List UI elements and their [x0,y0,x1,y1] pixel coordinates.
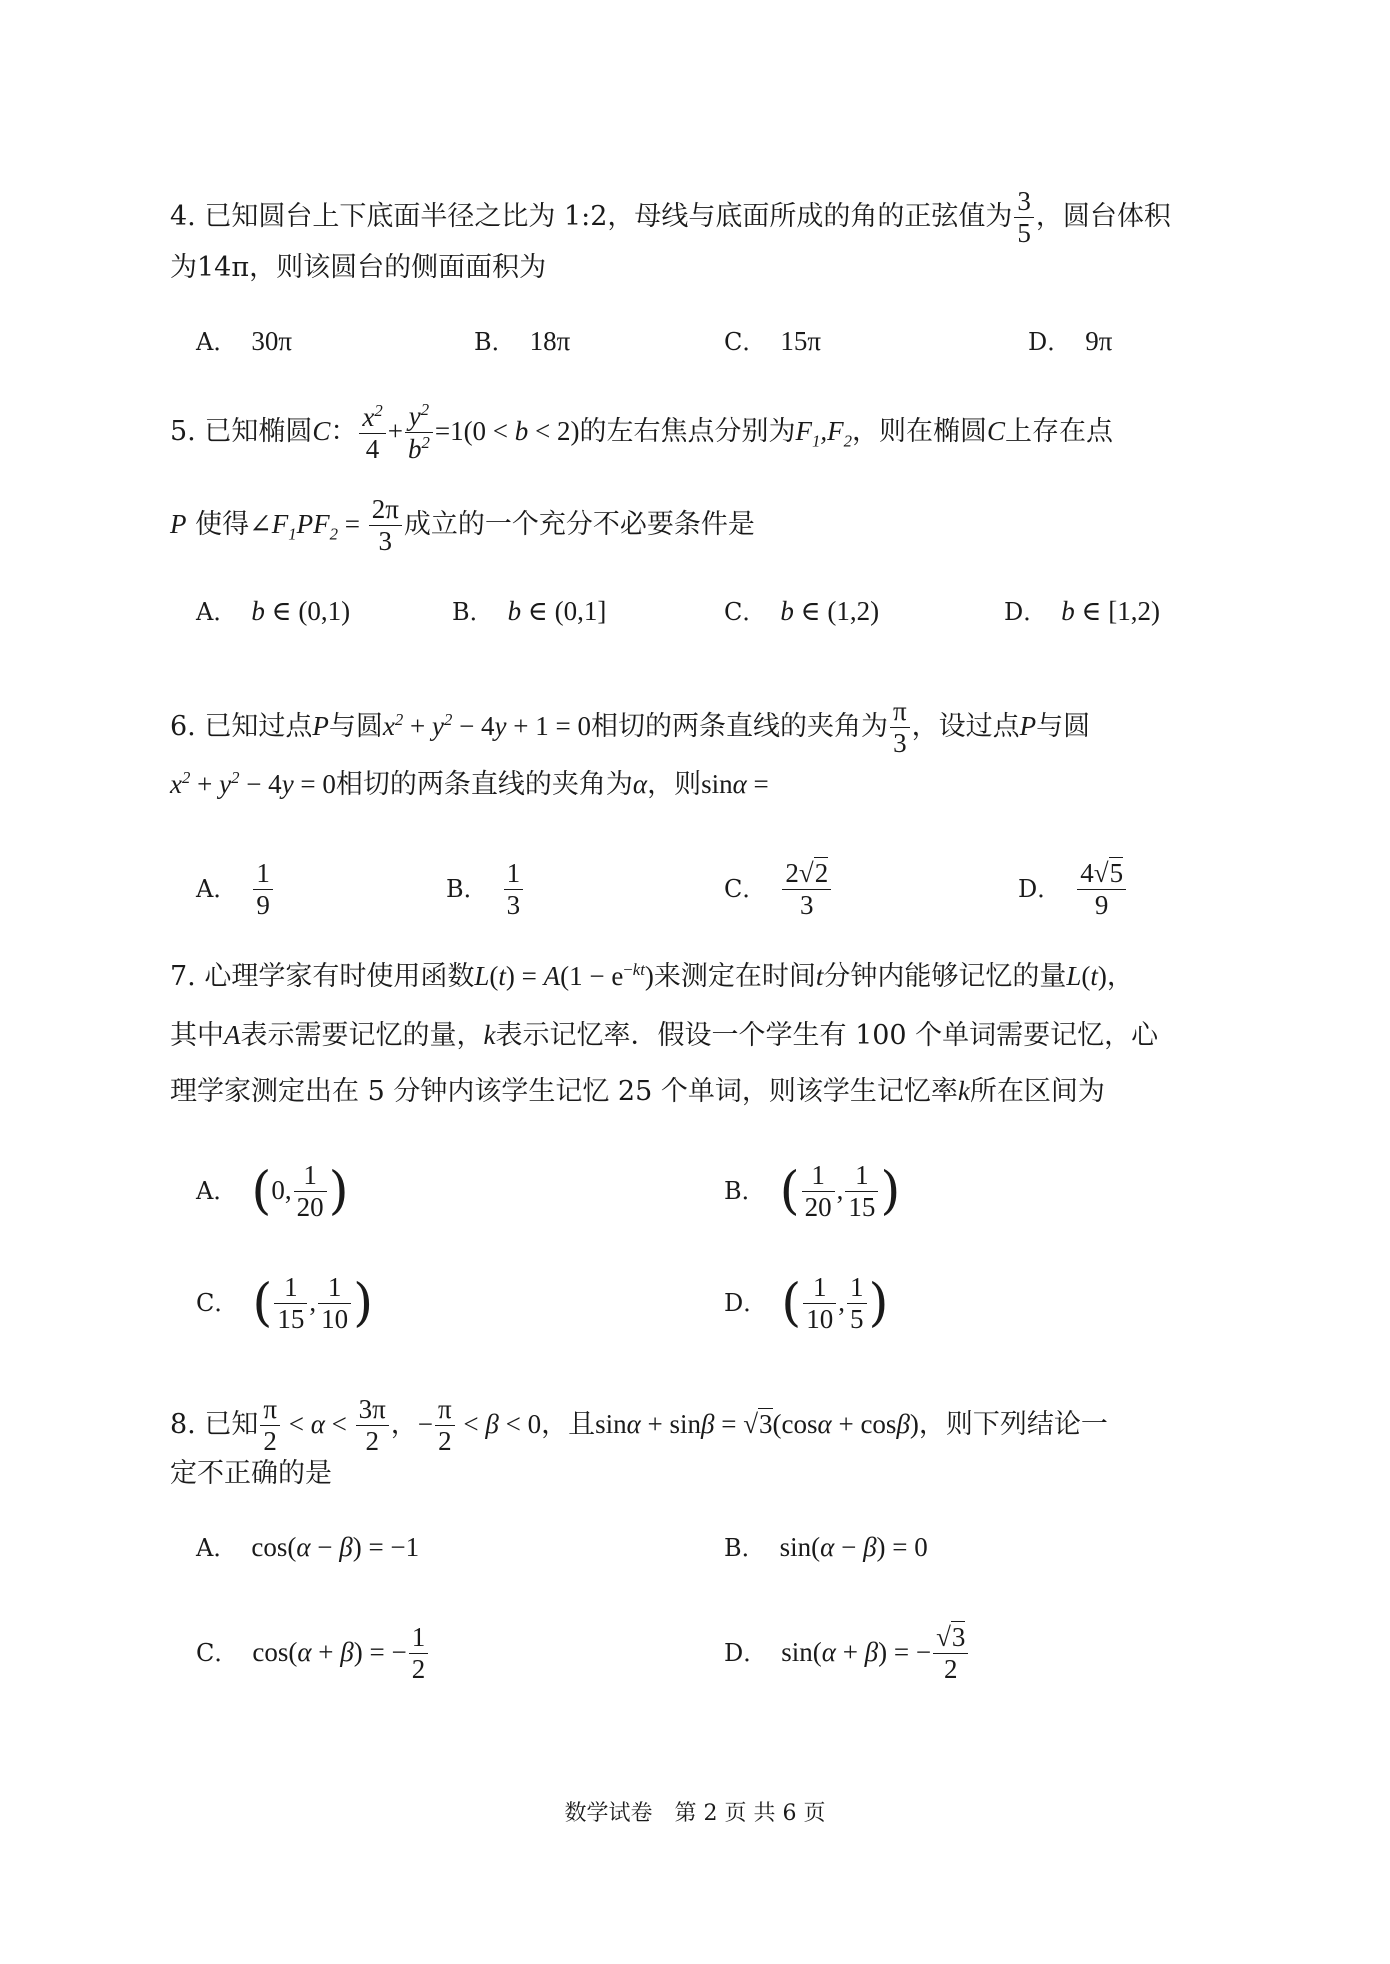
option-b: B． b ∈ (0,1] [452,596,607,626]
question-text: 分钟内能够记忆的量 [823,961,1067,992]
math-expr: $F_1,F_2$ [795,416,853,451]
question-text: 来测定在时间 [653,961,816,992]
question-text: 已知椭圆 [204,416,313,448]
question-text: 为14π，则该圆台的侧面面积为 [170,252,547,283]
question-text: 相切的两条直线的夹角为 [591,711,888,743]
math-expr: $\angle F_1PF_2$ [249,509,338,544]
question-7-line-3: 理学家测定出在 5 分钟内该学生记忆 25 个单词，则该学生记忆率k所在区间为 [170,1076,1105,1107]
question-text: 其中 [170,1020,224,1051]
question-5-line-1: 5. 已知椭圆C： $\frac{x^2}{4}$ + $\frac{y^2}{b^2}$ =1(0 < b < 2)的左右焦点分别为$F_1,F_2$，则在椭圆C上存在点 [170,400,1114,465]
option-d: D． b ∈ [1,2) [1004,596,1160,626]
question-text: ，则下列结论一 [918,1409,1108,1441]
option-a: A． $\frac{1}{9}$ [196,858,275,921]
question-text: 表示记忆率．假设一个学生有 100 个单词需要记忆，心 [495,1020,1159,1051]
option-a: A． 30π [196,326,292,356]
option-a: A． cos(α − β) = −1 [196,1532,420,1562]
question-number: 5. [170,416,196,448]
question-text: 理学家测定出在 5 分钟内该学生记忆 25 个单词，则该学生记忆率 [170,1076,958,1107]
question-7-line-2: 其中A表示需要记忆的量，k表示记忆率．假设一个学生有 100 个单词需要记忆，心 [170,1020,1159,1051]
option-d: D． $\frac{4√5}{9}$ [1018,858,1128,921]
fraction-pi-3: $\frac{\pi}{3}$ [890,696,910,759]
question-number: 6. [170,711,196,743]
question-text: 使得 [195,509,250,541]
option-d: D． sin(α + β) = − $\frac{√3}{2}$ [724,1622,970,1685]
question-6-line-1: 6. 已知过点P与圆$x^2 + y^2 - 4y + 1 = 0$相切的两条直线的夹角为 $\frac{\pi}{3}$ ，设过点P与圆 [170,696,1091,759]
question-text: 相切的两条直线的夹角为 [335,769,633,800]
question-text: 与圆 [1036,711,1091,743]
fraction: $\frac{x^2}{4}$ [359,401,385,465]
option-a: A． (0, $\frac{1}{20}$ ) [196,1160,349,1223]
question-7-line-1: 7. 心理学家有时使用函数$L(t) = A(1 - e^{-kt})$来测定在时间t分钟内能够记忆的量L(t)， [170,960,1134,992]
option-b: B． sin(α − β) = 0 [724,1532,928,1562]
option-c: C． 15π [724,326,822,356]
question-text: 与圆 [328,711,383,743]
question-6-line-2: $x^2 + y^2 - 4y = 0$相切的两条直线的夹角为α，则sinα = [170,768,769,800]
option-d: D． 9π [1028,326,1113,356]
question-4-line-2 [170,254,546,281]
question-text: ，且 [541,1409,596,1441]
question-number: 7. [170,961,196,992]
math-expr: P [170,509,187,540]
question-text: ，则在椭圆 [852,416,988,448]
question-text: 定不正确的是 [170,1458,332,1489]
option-c: C． $\frac{2√2}{3}$ [724,858,833,921]
question-text: 已知圆台上下底面半径之比为 1:2，母线与底面所成的角的正弦值为 [204,201,1013,233]
option-c: C． b ∈ (1,2) [724,596,880,626]
option-b: B． 18π [474,326,571,356]
question-text: 所在区间为 [969,1076,1105,1107]
question-number: 8. [170,1409,196,1441]
question-text: ，则 [647,769,702,800]
page-footer: 数学试卷 第 2 页 共 6 页 [564,1801,826,1826]
fraction: $\frac{y^2}{b^2}$ [405,400,433,465]
question-5-line-2: P 使得$\angle F_1PF_2$ = $\frac{2\pi}{3}$ 成立的一个充分不必要条件是 [170,494,755,557]
question-text: 的左右焦点分别为 [579,416,796,448]
question-text: 心理学家有时使用函数 [204,961,475,992]
question-8-line-2 [170,1460,332,1487]
question-text: 已知 [204,1409,259,1441]
question-text: 成立的一个充分不必要条件是 [403,509,755,541]
fraction-2pi-3: $\frac{2\pi}{3}$ [369,494,402,557]
option-a: A． b ∈ (0,1) [196,596,351,626]
fraction-3-5: $\frac{3}{5}$ [1014,186,1034,249]
question-text: ，设过点 [911,711,1020,743]
option-c: C． cos(α + β) = − $\frac{1}{2}$ [196,1622,430,1685]
option-d: D． ( $\frac{1}{10}$ , $\frac{1}{5}$ ) [724,1272,889,1335]
option-c: C． ( $\frac{1}{15}$ , $\frac{1}{10}$ ) [196,1272,374,1335]
option-b: B． $\frac{1}{3}$ [446,858,525,921]
question-text: ，圆台体积 [1035,201,1171,233]
question-text: 已知过点 [204,711,313,743]
question-text: 上存在点 [1005,416,1114,448]
math-expr: C [312,416,331,447]
question-text: 表示需要记忆的量， [240,1020,484,1051]
question-8-line-1: 8. 已知 $\frac{\pi}{2}$ < α < $\frac{3\pi}{2}$ ，− $\frac{\pi}{2}$ < β < 0，且sinα + sinβ = √3(cosα + cosβ)，则下列结论一 [170,1394,1108,1457]
question-4-line-1 [170,186,1171,249]
question-number: 4. [170,201,196,233]
option-b: B． ( $\frac{1}{20}$ , $\frac{1}{15}$ ) [724,1160,901,1223]
